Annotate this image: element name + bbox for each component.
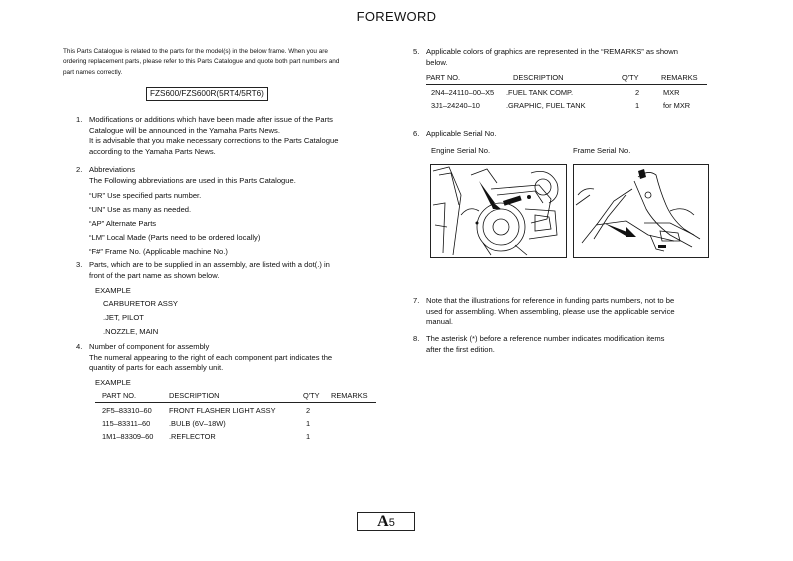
cell-part-no: 115–83311–60 xyxy=(102,419,151,428)
table-row xyxy=(426,101,707,114)
example-table xyxy=(95,391,376,445)
cell-part-no: 3J1–24240–10 xyxy=(431,101,480,110)
table-row xyxy=(95,432,376,445)
item-text: Number of component for assembly xyxy=(89,342,210,351)
item-3-example xyxy=(103,297,178,339)
item-3 xyxy=(76,260,396,281)
item-number: 4. xyxy=(76,342,83,351)
abbreviation-item: “LM” Local Made (Parts need to be ordered locally) xyxy=(89,233,261,243)
item-text: Parts, which are to be supplied in an assembly, are listed with a dot(.) in xyxy=(89,260,330,269)
column-header: DESCRIPTION xyxy=(169,391,220,400)
item-text: according to the Yamaha Parts News. xyxy=(89,146,216,156)
column-header: Q'TY xyxy=(622,73,639,82)
item-text: manual. xyxy=(426,317,454,327)
frame-illustration xyxy=(574,165,708,257)
item-text: Applicable Serial No. xyxy=(426,129,497,138)
frame-serial-figure xyxy=(573,164,709,258)
column-header: PART NO. xyxy=(102,391,137,400)
cell-qty: 1 xyxy=(635,101,640,110)
item-3-example-label: EXAMPLE xyxy=(95,286,131,295)
table-row xyxy=(95,419,376,432)
item-text: after the first edition. xyxy=(426,344,495,354)
item-text: Abbreviations xyxy=(89,165,136,174)
item-text: The numeral appearing to the right of each component part indicates the xyxy=(89,352,333,362)
abbreviation-item: “UN” Use as many as needed. xyxy=(89,205,192,215)
page-number-letter: A xyxy=(377,513,389,530)
engine-serial-figure xyxy=(430,164,567,258)
abbreviation-item: “UR” Use specified parts number. xyxy=(89,191,202,201)
page-title: FOREWORD xyxy=(356,9,437,24)
item-8 xyxy=(413,334,733,355)
cell-description: .BULB (6V–18W) xyxy=(169,419,226,428)
cell-remarks: for MXR xyxy=(663,101,691,110)
page-number-digit: 5 xyxy=(388,517,395,529)
item-number: 6. xyxy=(413,129,420,138)
item-6 xyxy=(413,129,733,140)
item-text: The Following abbreviations are used in this Parts Catalogue. xyxy=(89,175,296,185)
intro-line: part names correctly. xyxy=(63,68,123,76)
item-number: 2. xyxy=(76,165,83,174)
item-5 xyxy=(413,47,733,68)
model-frame: FZS600/FZS600R(5RT4/5RT6) xyxy=(146,87,268,101)
item-text: It is advisable that you make necessary corrections to the Parts Catalogue xyxy=(89,136,339,146)
item-text: quantity of parts for each assembly unit. xyxy=(89,363,224,373)
cell-part-no: 1M1–83309–60 xyxy=(102,432,154,441)
item-text: front of the part name as shown below. xyxy=(89,270,220,280)
intro-line: ordering replacement parts, please refer to this Parts Catalogue and quote both part numbers and xyxy=(63,58,340,66)
cell-description: FRONT FLASHER LIGHT ASSY xyxy=(169,406,276,415)
cell-qty: 1 xyxy=(306,432,311,441)
item-text: Applicable colors of graphics are represented in the “REMARKS” as shown xyxy=(426,47,678,56)
abbreviation-list xyxy=(89,189,396,259)
table-row xyxy=(426,88,707,101)
example-line: .JET, PILOT xyxy=(103,313,144,322)
item-number: 8. xyxy=(413,334,420,343)
column-header: REMARKS xyxy=(331,391,368,400)
frame-serial-label: Frame Serial No. xyxy=(573,146,631,155)
item-number: 3. xyxy=(76,260,83,269)
engine-serial-label: Engine Serial No. xyxy=(431,146,491,155)
cell-description: .REFLECTOR xyxy=(169,432,216,441)
cell-qty: 2 xyxy=(635,88,640,97)
graphics-table xyxy=(426,73,707,114)
example-line: CARBURETOR ASSY xyxy=(103,299,178,308)
item-text: Catalogue will be announced in the Yamaha Parts News. xyxy=(89,125,280,135)
item-7 xyxy=(413,296,733,328)
cell-part-no: 2F5–83310–60 xyxy=(102,406,152,415)
item-text: used for assembling. When assembling, please use the applicable service xyxy=(426,306,675,316)
cell-description: .FUEL TANK COMP. xyxy=(506,88,574,97)
engine-illustration xyxy=(431,165,566,257)
table-row xyxy=(95,406,376,419)
cell-remarks: MXR xyxy=(663,88,680,97)
column-header: DESCRIPTION xyxy=(513,73,564,82)
abbreviation-item: “F#” Frame No. (Applicable machine No.) xyxy=(89,247,228,257)
table-header xyxy=(426,73,707,85)
cell-description: .GRAPHIC, FUEL TANK xyxy=(506,101,586,110)
cell-qty: 1 xyxy=(306,419,311,428)
intro-line: This Parts Catalogue is related to the parts for the model(s) in the below frame. When you are xyxy=(63,48,328,55)
abbreviation-item: “AP” Alternate Parts xyxy=(89,219,157,229)
item-text: below. xyxy=(426,57,448,67)
column-header: PART NO. xyxy=(426,73,461,82)
item-4-example-label: EXAMPLE xyxy=(95,378,131,387)
item-2 xyxy=(76,165,396,259)
intro-paragraph xyxy=(63,47,381,78)
item-text: Note that the illustrations for reference in funding parts numbers, not to be xyxy=(426,296,675,305)
item-text: The asterisk (*) before a reference number indicates modification items xyxy=(426,334,665,343)
item-number: 5. xyxy=(413,47,420,56)
cell-part-no: 2N4–24110–00–X5 xyxy=(431,88,495,97)
item-4 xyxy=(76,342,396,374)
cell-qty: 2 xyxy=(306,406,311,415)
page-number xyxy=(357,512,415,531)
item-number: 7. xyxy=(413,296,420,305)
item-text: Modifications or additions which have been made after issue of the Parts xyxy=(89,115,333,124)
column-header: REMARKS xyxy=(661,73,698,82)
table-header xyxy=(95,391,376,403)
item-1 xyxy=(76,115,396,157)
column-header: Q'TY xyxy=(303,391,320,400)
example-line: .NOZZLE, MAIN xyxy=(103,327,159,336)
item-number: 1. xyxy=(76,115,83,124)
